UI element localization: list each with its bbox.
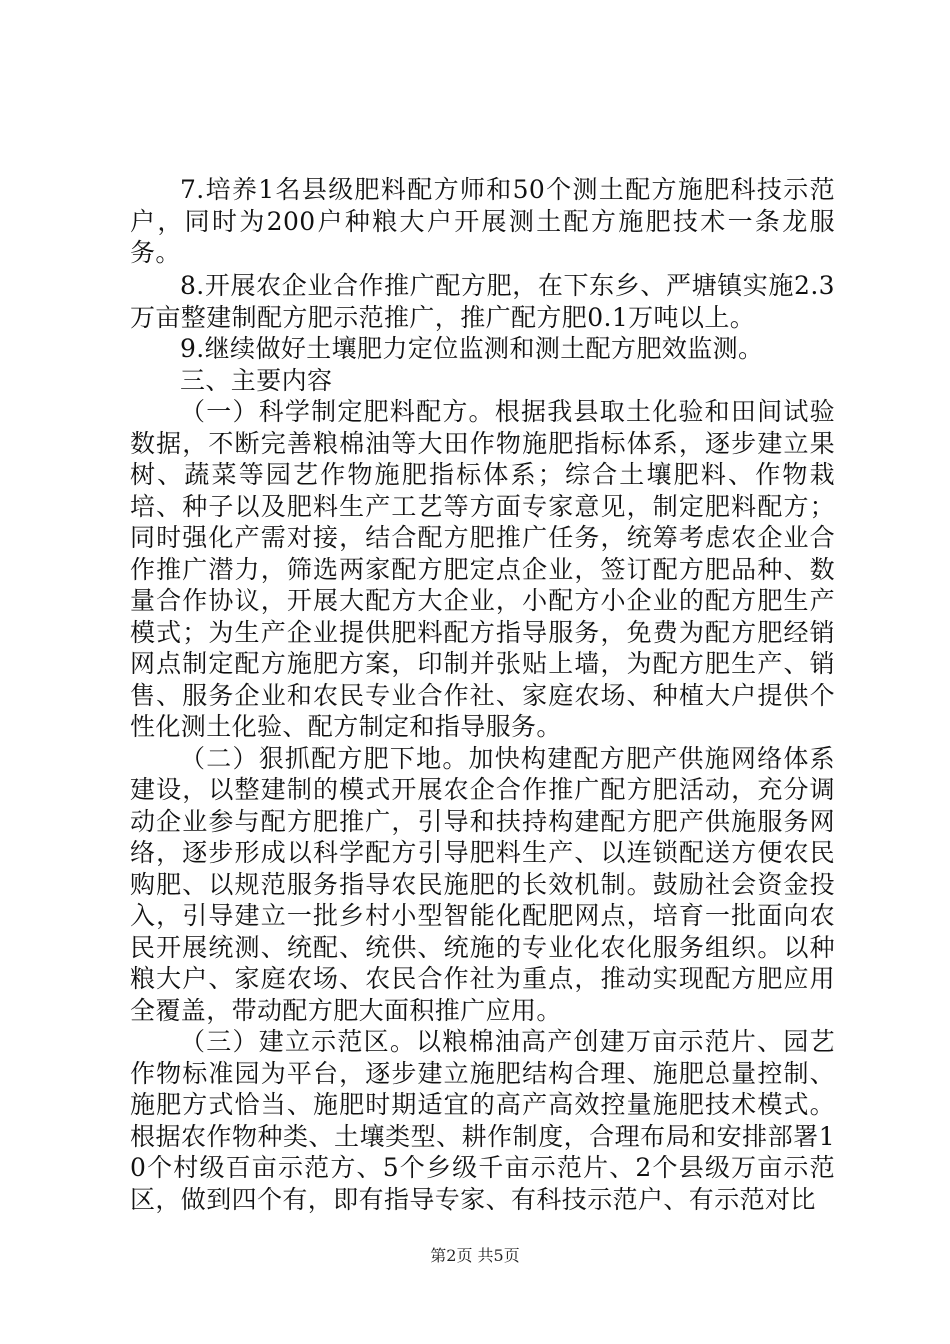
paragraph-formula: （一）科学制定肥料配方。根据我县取土化验和田间试验数据，不断完善粮棉油等大田作物施肥指标体系，逐步建立果树、蔬菜等园艺作物施肥指标体系；综合土壤肥料、作物栽培、种子以及肥料生产工艺等方面专家意见，制定肥料配方；同时强化产需对接，结合配方肥推广任务，统筹考虑农企业合作推广潜力，筛选两家配方肥定点企业，签订配方肥品种、数量合作协议，开展大配方大企业，小配方小企业的配方肥生产模式；为生产企业提供肥料配方指导服务，免费为配方肥经销网点制定配方施肥方案，印制并张贴上墙，为配方肥生产、销售、服务企业和农民专业合作社、家庭农场、种植大户提供个性化测土化验、配方制定和指导服务。: [130, 397, 835, 741]
paragraph-item-8: 8.开展农企业合作推广配方肥，在下东乡、严塘镇实施2.3万亩整建制配方肥示范推广，推广配方肥0.1万吨以上。: [130, 271, 835, 332]
paragraph-group-2: [130, 270, 835, 1215]
paragraph-item-7: 7.培养1名县级肥料配方师和50个测土配方施肥科技示范户，同时为200户种粮大户开展测土配方施肥技术一条龙服务。: [130, 175, 835, 267]
section-heading-main-content: 三、主要内容: [180, 365, 333, 395]
paragraph-fertilizer-application: （二）狠抓配方肥下地。加快构建配方肥产供施网络体系建设，以整建制的模式开展农企合作推广配方肥活动，充分调动企业参与配方肥推广，引导和扶持构建配方肥产供施服务网络，逐步形成以科学配方引导肥料生产、以连锁配送方便农民购肥、以规范服务指导农民施肥的长效机制。鼓励社会资金投入，引导建立一批乡村小型智能化配肥网点，培育一批面向农民开展统测、统配、统供、统施的专业化农化服务组织。以种粮大户、家庭农场、农民合作社为重点，推动实现配方肥应用全覆盖，带动配方肥大面积推广应用。: [130, 743, 835, 1025]
paragraph-item-9: 9.继续做好土壤肥力定位监测和测土配方肥效监测。: [180, 334, 764, 363]
paragraph-group-1: [130, 174, 835, 269]
paragraph-demo-area: （三）建立示范区。以粮棉油高产创建万亩示范片、园艺作物标准园为平台，逐步建立施肥结构合理、施肥总量控制、施肥方式恰当、施肥时期适宜的高产高效控量施肥技术模式。根据农作物种类、土壤类型、耕作制度，合理布局和安排部署10个村级百亩示范方、5个乡级千亩示范片、2个县级万亩示范区，做到四个有，即有指导专家、有科技示范户、有示范对比: [130, 1027, 835, 1214]
page-footer: 第2页 共5页: [430, 1246, 520, 1265]
